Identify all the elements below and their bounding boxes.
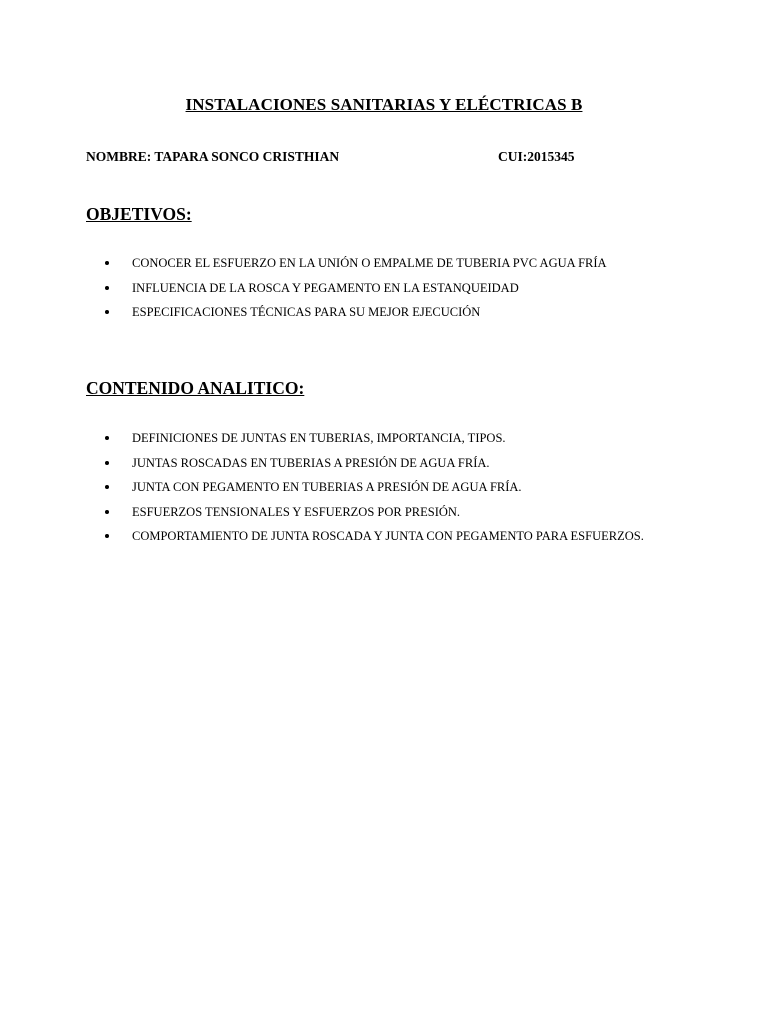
contenido-list <box>105 430 685 553</box>
list-item-text: COMPORTAMIENTO DE JUNTA ROSCADA Y JUNTA CON PEGAMENTO PARA ESFUERZOS. <box>132 529 644 544</box>
bullet-icon <box>105 534 109 538</box>
list-item-text: ESFUERZOS TENSIONALES Y ESFUERZOS POR PRESIÓN. <box>132 504 461 519</box>
list-item <box>105 479 685 495</box>
bullet-icon <box>105 436 109 440</box>
list-item-text: DEFINICIONES DE JUNTAS EN TUBERIAS, IMPORTANCIA, TIPOS. <box>132 431 506 445</box>
list-item <box>105 455 685 471</box>
list-item-text: INFLUENCIA DE LA ROSCA Y PEGAMENTO EN LA ESTANQUEIDAD <box>132 280 519 295</box>
list-item-text: JUNTA CON PEGAMENTO EN TUBERIAS A PRESIÓN DE AGUA FRÍA. <box>132 480 522 495</box>
student-name: NOMBRE: TAPARA SONCO CRISTHIAN <box>86 149 340 164</box>
bullet-icon <box>105 286 109 290</box>
bullet-icon <box>105 485 109 489</box>
list-item <box>105 430 685 446</box>
list-item-text: JUNTAS ROSCADAS EN TUBERIAS A PRESIÓN DE AGUA FRÍA. <box>132 455 490 470</box>
bullet-icon <box>105 461 109 465</box>
student-cui: CUI:2015345 <box>498 149 575 164</box>
objetivos-list <box>105 255 685 329</box>
list-item-text: ESPECIFICACIONES TÉCNICAS PARA SU MEJOR EJECUCIÓN <box>132 305 481 320</box>
bullet-icon <box>105 510 109 514</box>
bullet-icon <box>105 261 109 265</box>
document-title: INSTALACIONES SANITARIAS Y ELÉCTRICAS B <box>185 95 583 114</box>
list-item <box>105 255 685 271</box>
list-item <box>105 280 685 296</box>
list-item-text: CONOCER EL ESFUERZO EN LA UNIÓN O EMPALME DE TUBERIA PVC AGUA FRÍA <box>132 256 607 270</box>
objetivos-heading: OBJETIVOS: <box>86 204 192 224</box>
bullet-icon <box>105 310 109 314</box>
contenido-heading: CONTENIDO ANALITICO: <box>86 378 305 398</box>
list-item <box>105 528 685 544</box>
list-item <box>105 304 685 320</box>
list-item <box>105 504 685 520</box>
